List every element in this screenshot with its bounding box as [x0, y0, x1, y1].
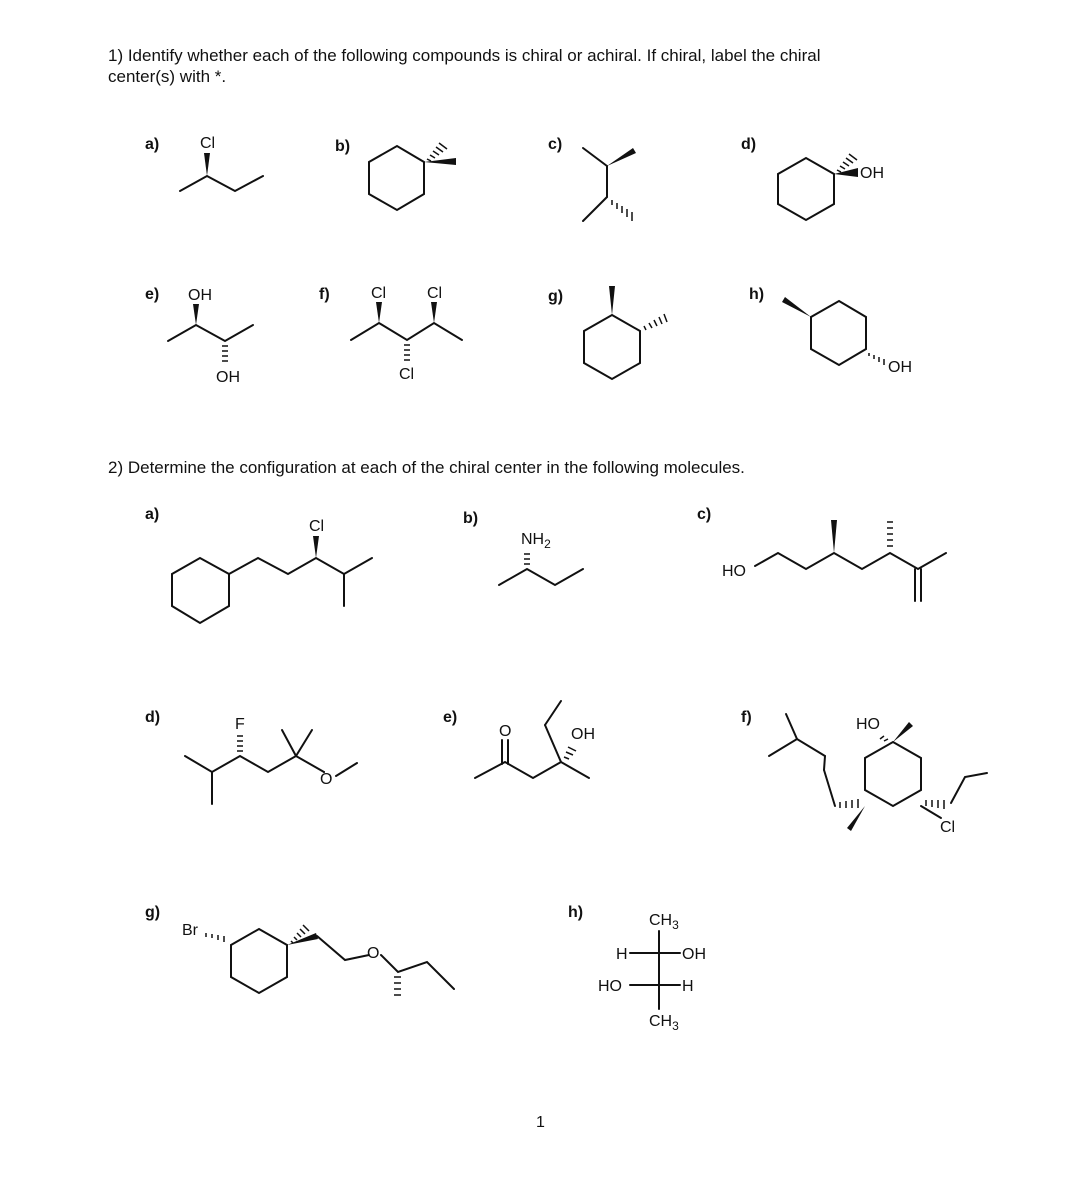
q1a-chlorine: Cl	[200, 135, 216, 152]
q1-label-h: h)	[749, 286, 765, 303]
q2-label-c: c)	[697, 506, 712, 523]
q1-label-e: e)	[145, 286, 160, 303]
q2d-fluorine: F	[235, 716, 245, 733]
q1h-structure	[782, 297, 912, 376]
q2f-chlorine: Cl	[940, 819, 956, 836]
q2-text: 2) Determine the configuration at each of the chiral center in the following molecules.	[108, 458, 745, 477]
q1c-structure	[583, 148, 636, 221]
q2e-hydroxyl: OH	[571, 726, 595, 743]
q2-label-b: b)	[463, 510, 479, 527]
q2b-amine: $NH_2$	[521, 531, 551, 551]
q1-label-g: g)	[548, 288, 564, 305]
q2h-h-left: H	[616, 946, 628, 963]
q1-text-line1: 1) Identify whether each of the following compounds is chiral or achiral. If chiral, label the chiral	[108, 46, 821, 65]
q1d-structure	[778, 154, 884, 220]
q2h-fischer-projection	[598, 912, 706, 1033]
q1f-chlorine-1: Cl	[371, 285, 387, 302]
q1e-hydroxyl-bottom: OH	[216, 369, 240, 386]
q1a-structure	[180, 135, 263, 191]
q1-label-b: b)	[335, 138, 351, 155]
q2b-structure	[499, 531, 583, 585]
q2f-hydroxyl: HO	[856, 716, 880, 733]
q2h-ch3-bottom: $CH_3$	[649, 1013, 679, 1033]
q2e-structure	[475, 701, 595, 778]
q2-label-h: h)	[568, 904, 584, 921]
q1b-structure	[369, 143, 456, 210]
q2h-oh-right: OH	[682, 946, 706, 963]
q2h-h-right: H	[682, 978, 694, 995]
q1h-hydroxyl: OH	[888, 359, 912, 376]
q1-label-d: d)	[741, 136, 757, 153]
q2e-carbonyl-oxygen: O	[499, 723, 512, 740]
q2d-structure	[185, 716, 357, 804]
q2c-structure	[722, 520, 946, 601]
q2a-chlorine: Cl	[309, 518, 325, 535]
q1-label-a: a)	[145, 136, 160, 153]
q1-label-f: f)	[319, 286, 330, 303]
page-number: 1	[536, 1114, 545, 1131]
q1e-hydroxyl-top: OH	[188, 287, 212, 304]
q2g-structure	[182, 922, 454, 995]
q1f-chlorine-3: Cl	[399, 366, 415, 383]
q2-label-d: d)	[145, 709, 161, 726]
q1-text-line2: center(s) with *.	[108, 67, 227, 86]
q2-label-a: a)	[145, 506, 160, 523]
q1f-structure	[351, 285, 462, 383]
q2g-bromine: Br	[182, 922, 198, 939]
q2-label-g: g)	[145, 904, 161, 921]
q1f-chlorine-2: Cl	[427, 285, 443, 302]
q2a-structure	[172, 518, 372, 623]
q2c-hydroxyl: HO	[722, 563, 746, 580]
q1d-hydroxyl: OH	[860, 165, 884, 182]
q2g-oxygen: O	[367, 945, 380, 962]
q2h-ch3-top: $CH_3$	[649, 912, 679, 932]
q1g-structure	[584, 286, 667, 379]
q2-label-e: e)	[443, 709, 458, 726]
q2-label-f: f)	[741, 709, 752, 726]
q2d-oxygen: O	[320, 771, 333, 788]
q1e-structure	[168, 287, 253, 386]
q1-label-c: c)	[548, 136, 563, 153]
q2f-structure	[769, 714, 987, 836]
q2h-ho-left: HO	[598, 978, 622, 995]
